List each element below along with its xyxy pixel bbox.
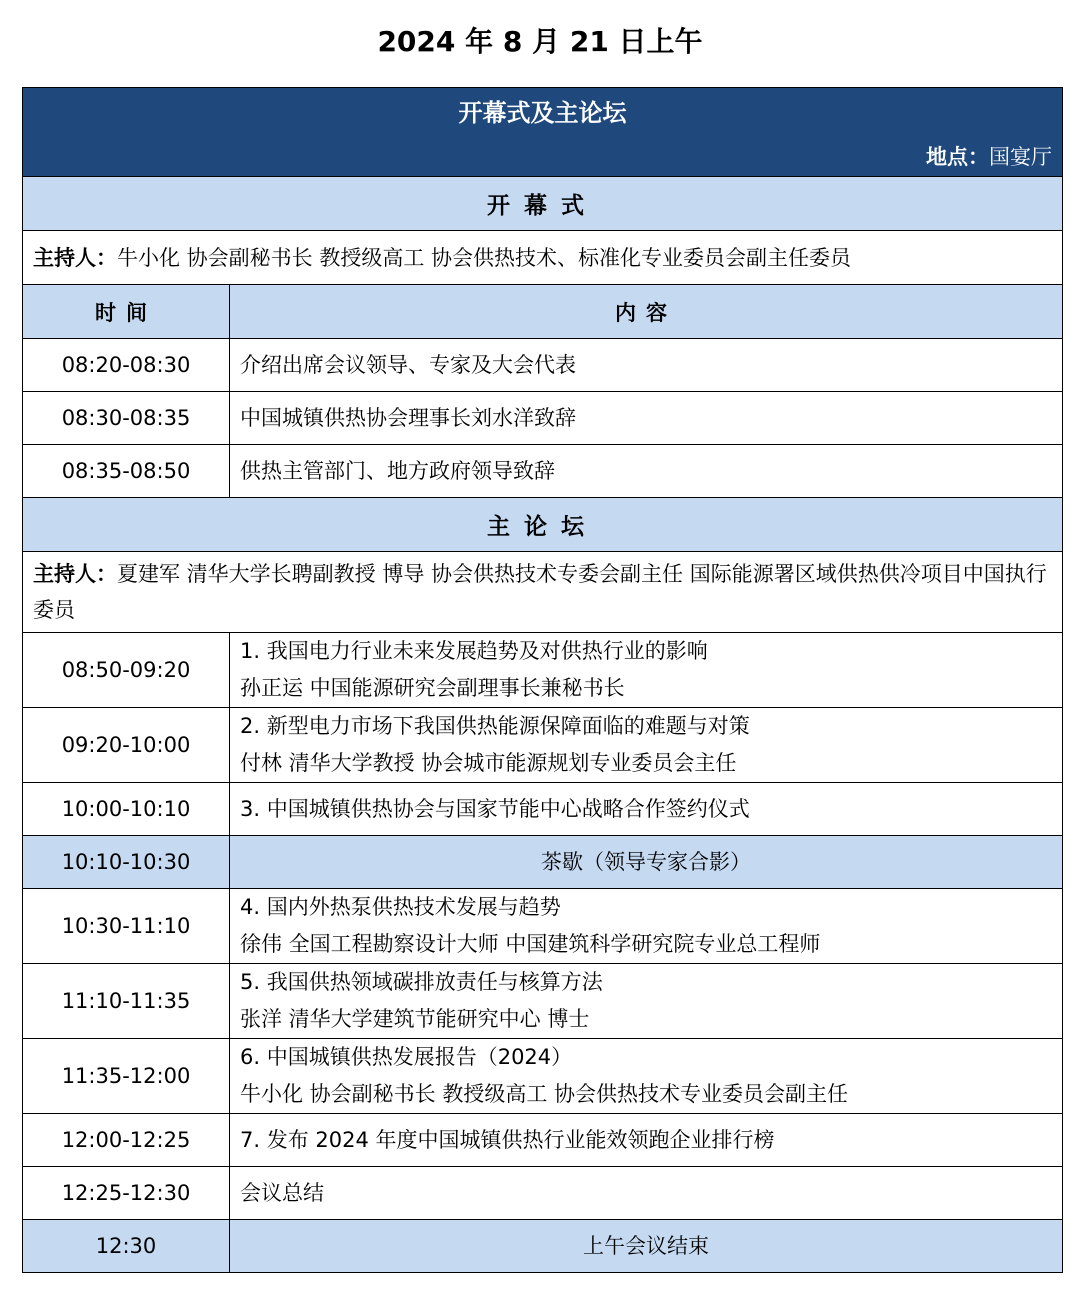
talk-title: 3. 中国城镇供热协会与国家节能中心战略合作签约仪式 xyxy=(240,796,750,821)
content-cell: 中国城镇供热协会理事长刘水洋致辞 xyxy=(230,392,1063,445)
content-cell xyxy=(230,889,1063,964)
speaker-line: 张洋 清华大学建筑节能研究中心 博士 xyxy=(240,1007,590,1031)
talk-title: 5. 我国供热领域碳排放责任与核算方法 xyxy=(240,970,603,994)
speaker-line: 付林 清华大学教授 协会城市能源规划专业委员会主任 xyxy=(240,751,737,775)
forum-heading-row xyxy=(23,498,1063,552)
table-row xyxy=(23,1167,1063,1220)
banner-title: 开幕式及主论坛 xyxy=(458,99,627,127)
break-label: 茶歇（领导专家合影） xyxy=(541,849,751,874)
talk-title: 7. 发布 2024 年度中国城镇供热行业能效领跑企业排行榜 xyxy=(240,1127,775,1152)
talk-title: 1. 我国电力行业未来发展趋势及对供热行业的影响 xyxy=(240,639,708,663)
content-cell xyxy=(230,1220,1063,1273)
opening-heading-row xyxy=(23,177,1063,231)
time-cell: 09:20-10:00 xyxy=(23,708,230,783)
content-cell xyxy=(230,633,1063,708)
forum-host-row xyxy=(23,552,1063,633)
banner-row xyxy=(23,88,1063,177)
time-cell: 08:30-08:35 xyxy=(23,392,230,445)
location-label: 地点： xyxy=(926,145,989,169)
host-label: 主持人： xyxy=(33,245,117,270)
opening-host-row xyxy=(23,231,1063,285)
speaker-line: 孙正运 中国能源研究会副理事长兼秘书长 xyxy=(240,676,625,700)
column-header-row xyxy=(23,285,1063,339)
time-cell: 12:00-12:25 xyxy=(23,1114,230,1167)
time-cell: 08:50-09:20 xyxy=(23,633,230,708)
host-label: 主持人： xyxy=(33,562,117,586)
banner xyxy=(23,88,1063,177)
table-row xyxy=(23,889,1063,964)
table-row xyxy=(23,964,1063,1039)
talk-title: 4. 国内外热泵供热技术发展与趋势 xyxy=(240,895,561,919)
content-cell xyxy=(230,964,1063,1039)
time-cell: 12:30 xyxy=(23,1220,230,1273)
time-cell: 10:10-10:30 xyxy=(23,836,230,889)
host-opening xyxy=(23,231,1063,285)
content-cell xyxy=(230,1114,1063,1167)
break-label: 上午会议结束 xyxy=(583,1233,709,1258)
speaker-line: 牛小化 协会副秘书长 教授级高工 协会供热技术专业委员会副主任 xyxy=(240,1082,849,1106)
time-cell: 11:35-12:00 xyxy=(23,1039,230,1114)
time-cell: 08:35-08:50 xyxy=(23,445,230,498)
time-cell: 12:25-12:30 xyxy=(23,1167,230,1220)
table-row xyxy=(23,339,1063,392)
table-row xyxy=(23,1039,1063,1114)
talk-title: 2. 新型电力市场下我国供热能源保障面临的难题与对策 xyxy=(240,714,750,738)
table-row xyxy=(23,783,1063,836)
break-row xyxy=(23,1220,1063,1273)
time-cell: 11:10-11:35 xyxy=(23,964,230,1039)
time-cell: 08:20-08:30 xyxy=(23,339,230,392)
host-forum xyxy=(23,552,1063,633)
schedule-table xyxy=(22,87,1063,1273)
content-cell xyxy=(230,1167,1063,1220)
content-cell xyxy=(230,783,1063,836)
content-cell xyxy=(230,836,1063,889)
time-cell: 10:30-11:10 xyxy=(23,889,230,964)
table-row xyxy=(23,392,1063,445)
table-row xyxy=(23,708,1063,783)
page-title: 2024 年 8 月 21 日上午 xyxy=(377,25,703,58)
break-row xyxy=(23,836,1063,889)
host-text: 牛小化 协会副秘书长 教授级高工 协会供热技术、标准化专业委员会副主任委员 xyxy=(117,245,852,270)
column-header-time: 时间 xyxy=(23,285,230,339)
section-heading-opening: 开幕式 xyxy=(23,177,1063,231)
content-cell: 供热主管部门、地方政府领导致辞 xyxy=(230,445,1063,498)
table-row xyxy=(23,1114,1063,1167)
content-cell xyxy=(230,1039,1063,1114)
talk-title: 6. 中国城镇供热发展报告（2024） xyxy=(240,1045,573,1069)
table-row xyxy=(23,445,1063,498)
section-heading-forum: 主论坛 xyxy=(23,498,1063,552)
table-row xyxy=(23,633,1063,708)
speaker-line: 徐伟 全国工程勘察设计大师 中国建筑科学研究院专业总工程师 xyxy=(240,932,821,956)
content-cell: 介绍出席会议领导、专家及大会代表 xyxy=(230,339,1063,392)
column-header-content: 内容 xyxy=(230,285,1063,339)
talk-title: 会议总结 xyxy=(240,1180,324,1205)
location xyxy=(926,143,1052,171)
content-cell xyxy=(230,708,1063,783)
host-text: 夏建军 清华大学长聘副教授 博导 协会供热技术专委会副主任 国际能源署区域供热供冷项目中国执行委员 xyxy=(33,562,1047,622)
time-cell: 10:00-10:10 xyxy=(23,783,230,836)
location-value: 国宴厅 xyxy=(989,145,1052,169)
